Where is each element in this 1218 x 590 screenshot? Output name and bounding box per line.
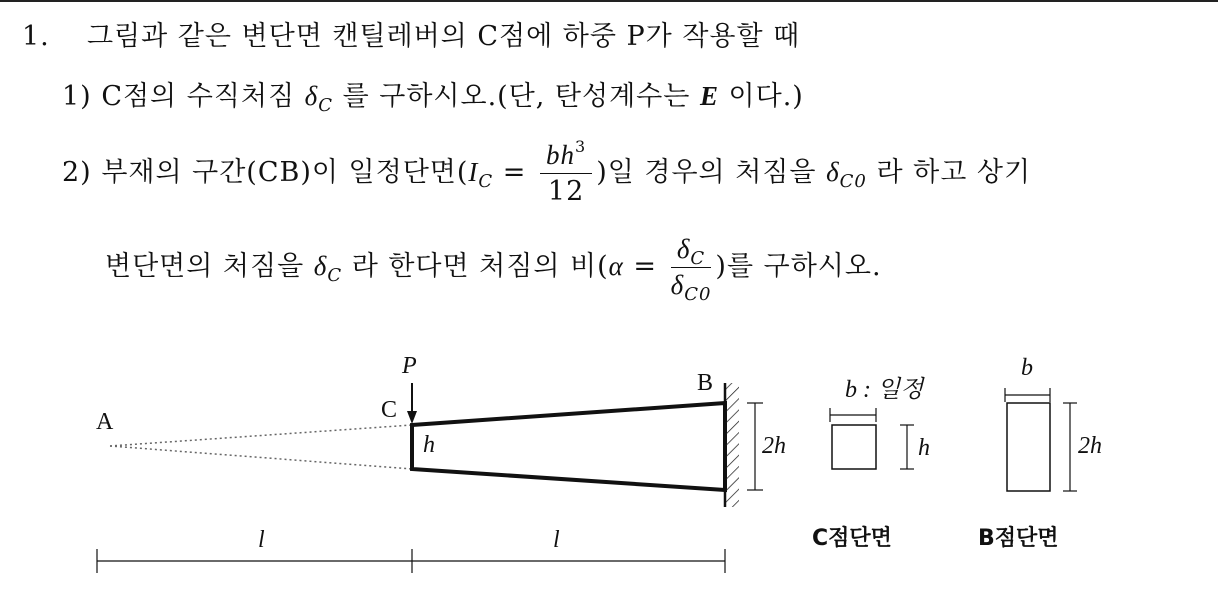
tapered-beam	[412, 403, 725, 490]
label-p: P	[402, 353, 417, 379]
b-section-caption: B점단면	[978, 526, 1059, 551]
label-a: A	[96, 409, 114, 435]
taper-line-top	[110, 425, 412, 446]
q2-frac-sup: 3	[575, 137, 587, 156]
q2-alpha: α	[608, 251, 624, 281]
q2-text-c: 라 하고 상기	[876, 157, 1032, 188]
problem-number: 1.	[22, 21, 50, 52]
q2-ratio-den: δ	[670, 270, 685, 300]
q2-line2-c: )를 구하시오.	[715, 251, 882, 282]
c-section-width-label: b : 일정	[845, 377, 924, 403]
question-1	[62, 74, 804, 116]
c-section-caption: C점단면	[812, 526, 892, 551]
q1-delta-sub: C	[318, 95, 333, 116]
label-c: C	[381, 397, 398, 423]
q1-text-c: 이다.)	[728, 81, 804, 112]
label-span-1: l	[258, 527, 265, 553]
q1-modulus: E	[699, 81, 719, 111]
q2-delta-sub: C	[327, 265, 343, 286]
top-rule	[0, 0, 1218, 2]
fixed-support-hatch	[725, 383, 739, 507]
b-section-height-label: 2h	[1078, 433, 1102, 459]
q1-text-a: C점의 수직처짐	[101, 81, 296, 112]
q1-delta-symbol: δ	[304, 81, 319, 111]
q2-delta0-sub: C0	[839, 171, 867, 192]
label-b: B	[697, 370, 714, 396]
question-2-line-2	[105, 234, 882, 305]
q2-text-b: )일 경우의 처짐을	[596, 157, 817, 188]
label-h-c: h	[423, 432, 435, 458]
q2-text-a: 부재의 구간(CB)이 일정단면(	[101, 157, 469, 188]
q2-equals: =	[502, 157, 527, 188]
taper-line-bottom	[110, 446, 412, 469]
q2-ic-symbol: I	[468, 157, 479, 187]
q1-number: 1)	[62, 81, 92, 112]
q2-alpha-equals: =	[633, 251, 658, 282]
q2-ratio-num-sub: C	[690, 248, 706, 269]
q2-delta0-symbol: δ	[826, 157, 840, 187]
problem-text: 그림과 같은 변단면 캔틸레버의 C점에 하중 P가 작용할 때	[86, 21, 801, 52]
c-section-rect	[832, 425, 876, 469]
q2-frac-den: 12	[547, 176, 585, 207]
q2-ratio-num: δ	[676, 234, 691, 264]
problem-statement	[22, 14, 800, 53]
cantilever-figure	[0, 345, 1218, 585]
load-arrow-head	[407, 411, 417, 424]
b-section-width-label: b	[1021, 355, 1033, 381]
q2-ratio-den-sub: C0	[684, 284, 712, 305]
q2-line2-a: 변단면의 처짐을	[105, 251, 305, 282]
c-section-height-label: h	[918, 435, 930, 461]
q2-frac-num: bh	[546, 140, 575, 170]
b-section-rect	[1007, 403, 1050, 491]
q2-ratio-fraction	[670, 234, 712, 305]
q2-number: 2)	[62, 157, 92, 188]
question-2-line-1	[62, 137, 1032, 207]
q2-ic-sub: C	[478, 171, 494, 192]
q2-inertia-fraction	[540, 137, 592, 207]
label-2h-beam: 2h	[762, 433, 786, 459]
q2-line2-b: 라 한다면 처짐의 비(	[351, 251, 609, 282]
q2-delta-symbol: δ	[313, 251, 328, 281]
label-span-2: l	[553, 527, 560, 553]
q1-text-b: 를 구하시오.(단, 탄성계수는	[342, 81, 691, 112]
